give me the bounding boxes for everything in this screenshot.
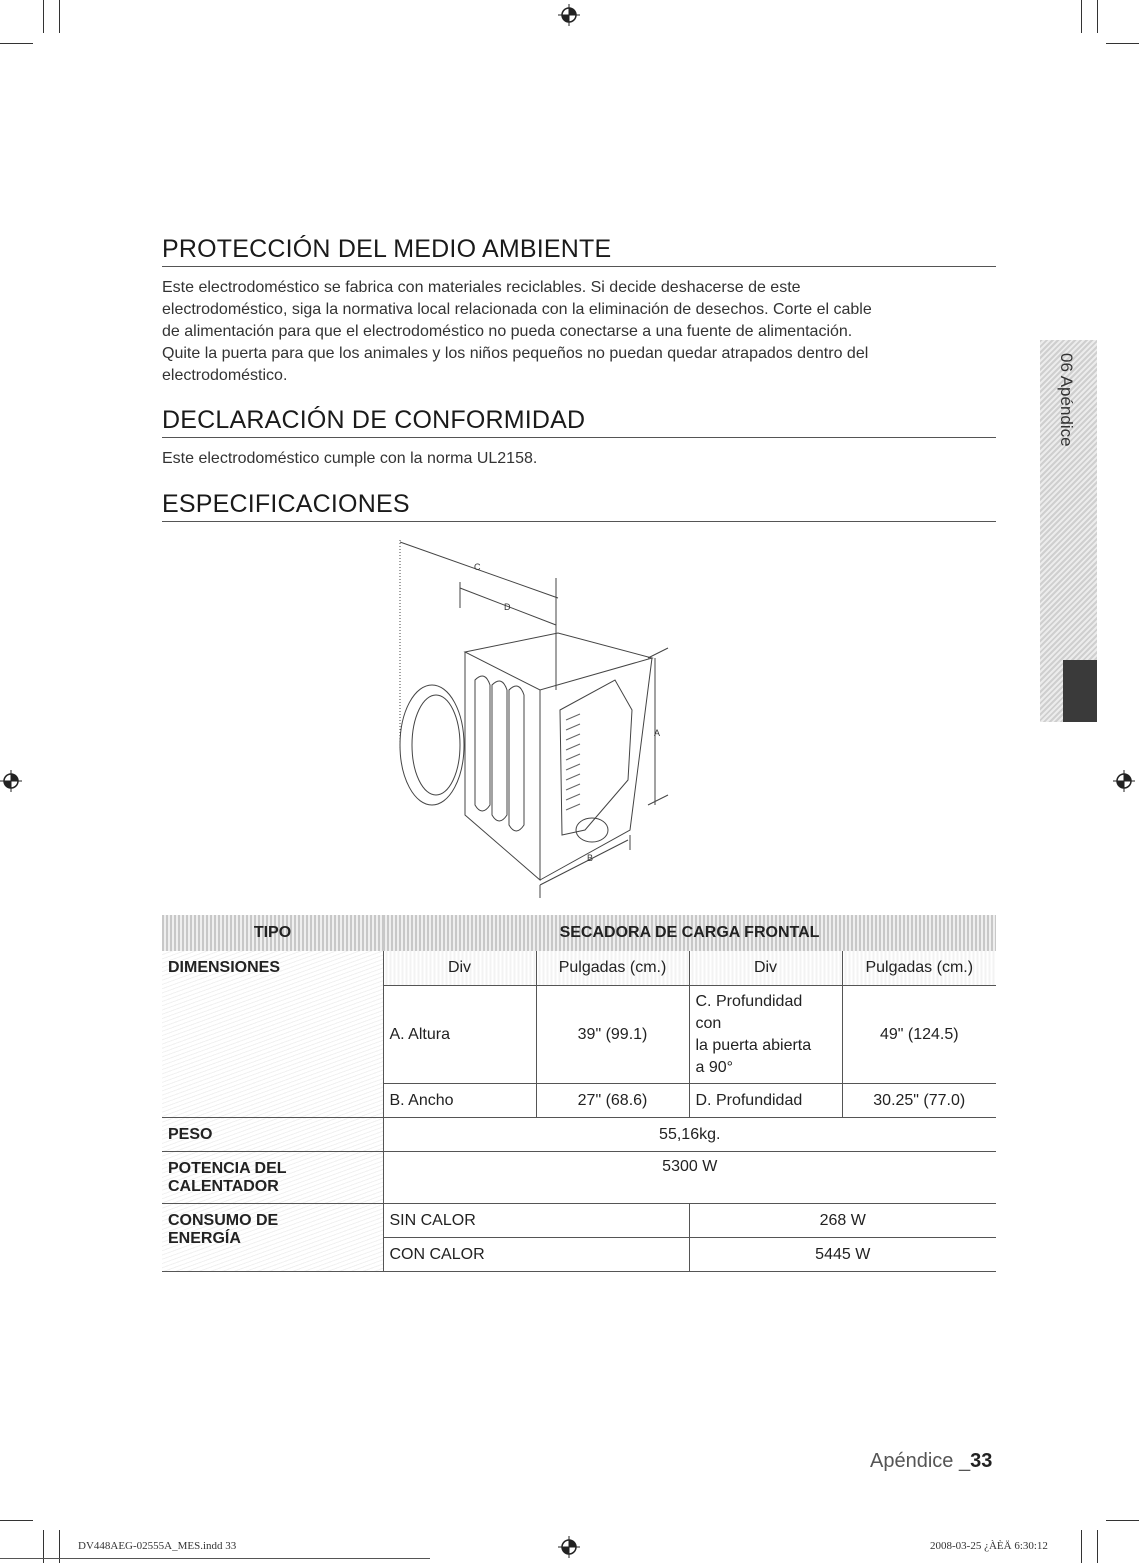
paragraph-line: electrodoméstico.	[162, 367, 288, 384]
registration-mark-icon	[558, 4, 580, 26]
dimensions-label: DIMENSIONES	[162, 951, 383, 1118]
registration-mark-icon	[1113, 770, 1135, 792]
energy-label-line: CONSUMO DE	[168, 1212, 279, 1229]
dimension-value: 27" (68.6)	[536, 1084, 689, 1118]
crop-mark	[59, 0, 60, 33]
dimension-label-a: A	[654, 728, 661, 738]
dimension-name-line: con	[695, 1014, 722, 1032]
dimension-value: 30.25" (77.0)	[842, 1084, 996, 1118]
energy-value: 5445 W	[689, 1238, 996, 1272]
dryer-dimension-diagram	[380, 530, 680, 900]
dimension-value: 49" (124.5)	[842, 986, 996, 1084]
paragraph-line: electrodoméstico, siga la normativa local relacionada con la eliminación de desechos. Corte el cable	[162, 301, 872, 318]
footer-section: Apéndice _	[870, 1450, 971, 1472]
energy-value: 268 W	[689, 1204, 996, 1238]
paragraph-line: Este electrodoméstico se fabrica con materiales reciclables. Si decide deshacerse de este	[162, 279, 801, 296]
dimension-name-line: a 90°	[695, 1058, 734, 1076]
dimension-value: 39" (99.1)	[536, 986, 689, 1084]
crop-mark	[0, 1520, 33, 1521]
energy-mode: CON CALOR	[383, 1238, 689, 1272]
dimension-name: D. Profundidad	[689, 1084, 842, 1118]
table-row	[162, 1204, 996, 1238]
conformity-paragraph: Este electrodoméstico cumple con la norma UL2158.	[162, 450, 538, 467]
heater-value: 5300 W	[383, 1152, 996, 1204]
section-title-specifications: ESPECIFICACIONES	[162, 489, 996, 522]
dimension-label-d: D	[504, 602, 511, 612]
table-row	[162, 951, 996, 986]
paragraph-line: Quite la puerta para que los animales y los niños pequeños no puedan quedar atrapados dentro del	[162, 345, 869, 362]
heater-label-line: POTENCIA DEL	[168, 1160, 287, 1177]
section-title-conformity: DECLARACIÓN DE CONFORMIDAD	[162, 405, 996, 438]
crop-mark	[1097, 1530, 1098, 1563]
column-header: Pulgadas (cm.)	[536, 951, 689, 986]
dimension-name: A. Altura	[383, 986, 536, 1084]
registration-mark-icon	[558, 1536, 580, 1558]
energy-label-line: ENERGÍA	[168, 1230, 241, 1247]
dimension-label-b: B	[587, 853, 594, 863]
crop-mark	[43, 0, 44, 33]
energy-mode: SIN CALOR	[383, 1204, 689, 1238]
section-title-environment: PROTECCIÓN DEL MEDIO AMBIENTE	[162, 234, 996, 267]
type-value: SECADORA DE CARGA FRONTAL	[383, 915, 996, 951]
heater-label	[162, 1152, 383, 1204]
table-row	[162, 1152, 996, 1204]
paragraph-line: de alimentación para que el electrodoméstico no pueda conectarse a una fuente de alimentación.	[162, 323, 853, 340]
crop-mark	[1106, 43, 1139, 44]
weight-value: 55,16kg.	[383, 1118, 996, 1152]
registration-mark-icon	[0, 770, 22, 792]
page-number: 33	[970, 1450, 993, 1472]
dimension-name-line: C. Profundidad	[695, 992, 803, 1010]
table-row	[162, 1118, 996, 1152]
type-header: TIPO	[162, 915, 383, 951]
crop-mark	[1106, 1520, 1139, 1521]
crop-mark	[0, 43, 33, 44]
dimension-name-line: la puerta abierta	[695, 1036, 812, 1054]
column-header: Div	[383, 951, 536, 986]
table-header-row	[162, 915, 996, 951]
heater-label-line: CALENTADOR	[168, 1178, 279, 1195]
crop-mark	[1081, 0, 1082, 33]
crop-mark	[1097, 0, 1098, 33]
weight-label: PESO	[162, 1118, 383, 1152]
energy-label	[162, 1204, 383, 1272]
page-footer	[870, 1450, 992, 1473]
column-header: Pulgadas (cm.)	[842, 951, 996, 986]
dimension-name	[689, 986, 842, 1084]
specifications-table	[162, 915, 996, 1272]
column-header: Div	[689, 951, 842, 986]
bottom-rule	[0, 1558, 430, 1559]
environment-paragraph	[162, 277, 962, 387]
crop-mark	[1081, 1530, 1082, 1563]
print-file-info: DV448AEG-02555A_MES.indd 33	[78, 1540, 237, 1552]
chapter-tab-marker	[1063, 660, 1097, 722]
dimension-label-c: C	[474, 562, 481, 572]
dimension-name: B. Ancho	[383, 1084, 536, 1118]
chapter-tab-label: 06 Apéndice	[1057, 353, 1076, 447]
print-date-info: 2008-03-25 ¿ÀÈÄ 6:30:12	[930, 1540, 1048, 1552]
